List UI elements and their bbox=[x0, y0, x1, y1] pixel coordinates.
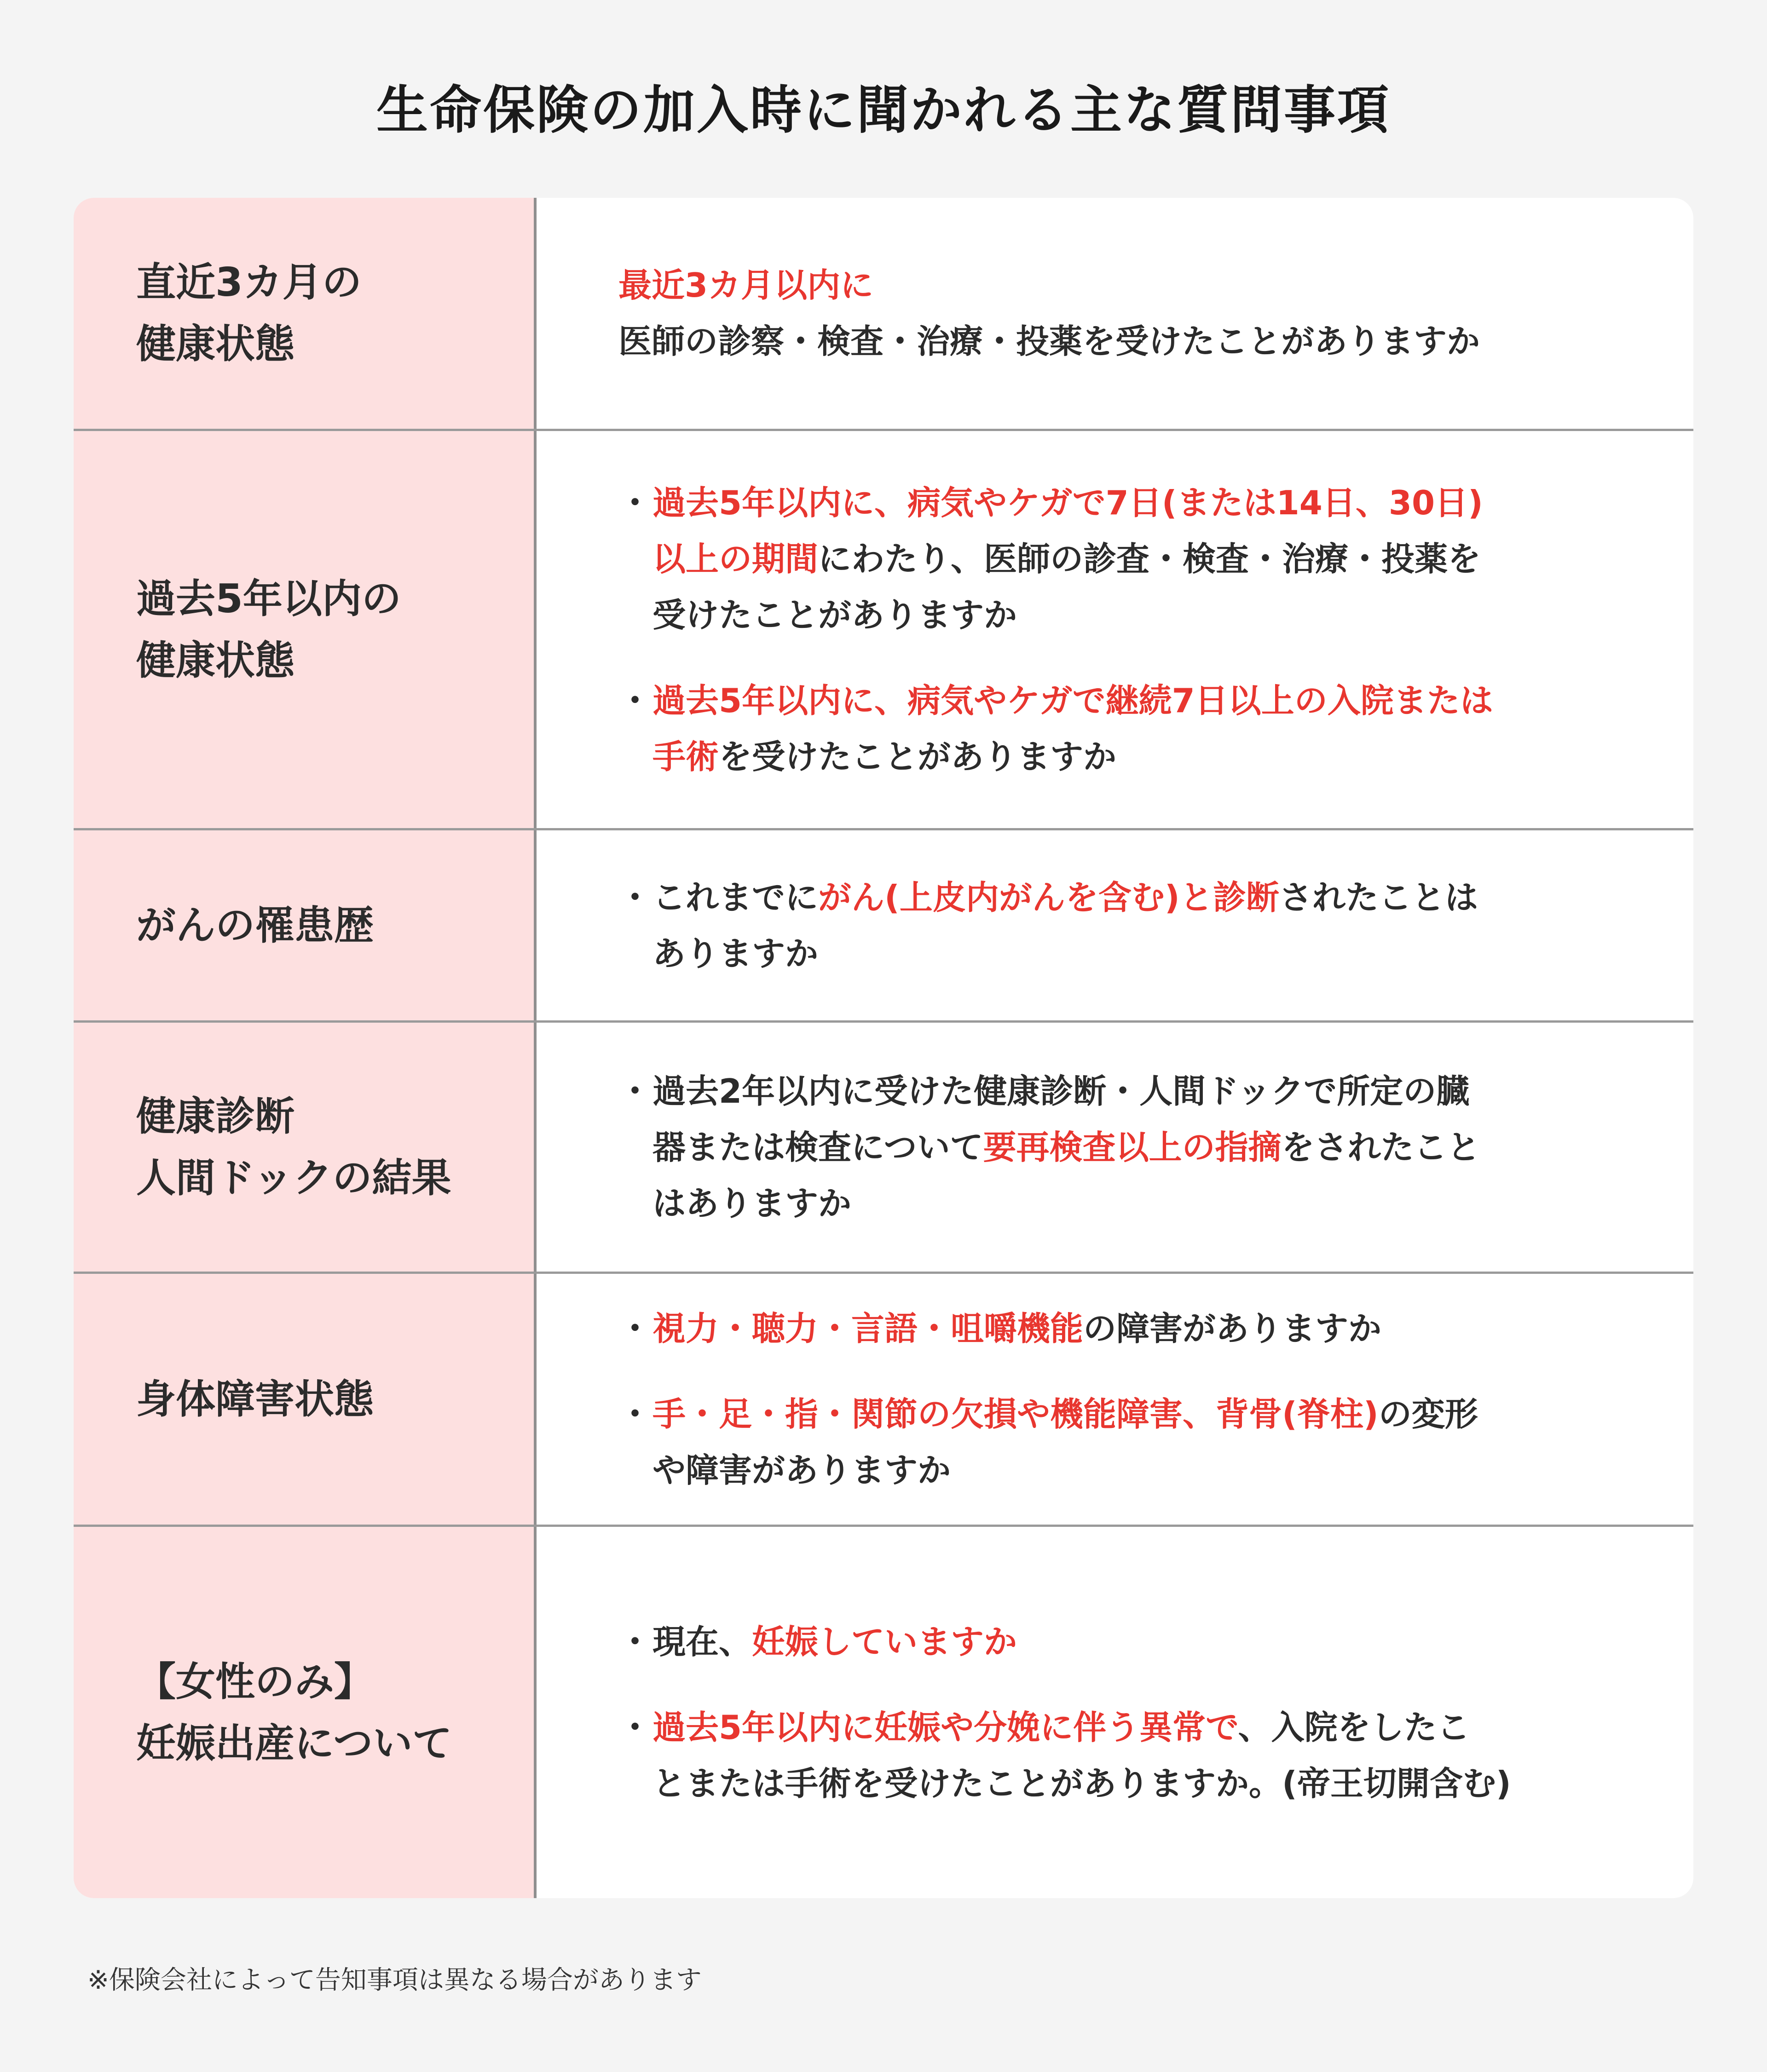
question-item bbox=[618, 257, 1629, 369]
question-text: ありますか bbox=[653, 934, 819, 973]
question-line bbox=[653, 926, 1629, 982]
question-text: や障害がありますか bbox=[653, 1450, 951, 1490]
question-line bbox=[653, 475, 1629, 531]
bullet-marker: ・ bbox=[618, 1309, 652, 1348]
highlight-text: 最近3カ月以内に bbox=[618, 266, 874, 305]
question-text: にわたり、医師の診査・検査・治療・投薬を bbox=[818, 539, 1481, 578]
question-line bbox=[653, 1063, 1629, 1119]
question-item bbox=[618, 1063, 1629, 1232]
category-cell bbox=[74, 431, 537, 828]
question-text: 受けたことがありますか bbox=[653, 595, 1017, 634]
category-label: 【女性のみ】 bbox=[136, 1658, 374, 1705]
bullet-marker: ・ bbox=[618, 1622, 652, 1661]
question-line bbox=[653, 1699, 1629, 1755]
bullet-marker: ・ bbox=[618, 1708, 652, 1747]
question-text: されたことは bbox=[1279, 878, 1478, 917]
highlight-text: 過去5年以内に、病気やケガで継続7日以上の入院または bbox=[653, 681, 1493, 720]
table-row bbox=[74, 1020, 1693, 1272]
category-cell bbox=[74, 1274, 537, 1525]
question-item bbox=[618, 1614, 1629, 1670]
category-label: 健康状態 bbox=[136, 637, 294, 684]
question-text: 過去2年以内に受けた健康診断・人間ドックで所定の臓 bbox=[653, 1071, 1470, 1111]
highlight-text: 手術 bbox=[653, 737, 719, 776]
question-line bbox=[653, 1755, 1629, 1812]
table-row bbox=[74, 429, 1693, 828]
question-cell bbox=[537, 431, 1693, 828]
highlight-text: 過去5年以内に、病気やケガで7日(または14日、30日) bbox=[653, 483, 1483, 522]
question-line bbox=[653, 587, 1629, 643]
table-row bbox=[74, 1525, 1693, 1898]
question-cell bbox=[537, 830, 1693, 1020]
bullet-marker: ・ bbox=[618, 1071, 652, 1111]
bullet-marker: ・ bbox=[618, 1394, 652, 1433]
question-line bbox=[653, 1119, 1629, 1175]
highlight-text: 手・足・指・関節の欠損や機能障害、背骨(脊柱) bbox=[653, 1394, 1379, 1433]
question-line bbox=[653, 1442, 1629, 1498]
question-line bbox=[653, 1175, 1629, 1232]
category-label: 身体障害状態 bbox=[136, 1376, 374, 1422]
category-label: がんの罹患歴 bbox=[136, 902, 374, 949]
highlight-text: 過去5年以内に妊娠や分娩に伴う異常で bbox=[653, 1708, 1238, 1747]
question-item bbox=[618, 1301, 1629, 1357]
category-cell bbox=[74, 1527, 537, 1898]
question-text: をされたこと bbox=[1281, 1128, 1480, 1167]
category-label: 過去5年以内の bbox=[136, 576, 401, 622]
question-line bbox=[653, 1301, 1629, 1357]
question-text: 、入院をしたこ bbox=[1238, 1708, 1470, 1747]
question-text: の障害がありますか bbox=[1083, 1309, 1382, 1348]
table-row bbox=[74, 198, 1693, 429]
highlight-text: 視力・聴力・言語・咀嚼機能 bbox=[653, 1309, 1084, 1348]
category-label: 健康診断 bbox=[136, 1093, 294, 1140]
category-label: 人間ドックの結果 bbox=[136, 1155, 451, 1201]
question-line bbox=[653, 1386, 1629, 1442]
question-line bbox=[618, 313, 1629, 369]
question-item bbox=[618, 869, 1629, 982]
question-item bbox=[618, 1386, 1629, 1498]
highlight-text: がん(上皮内がんを含む)と診断 bbox=[818, 878, 1279, 917]
question-text: とまたは手術を受けたことがありますか。(帝王切開含む) bbox=[653, 1764, 1511, 1803]
question-line bbox=[653, 1614, 1629, 1670]
bullet-marker: ・ bbox=[618, 878, 652, 917]
question-line bbox=[653, 869, 1629, 926]
question-text: の変形 bbox=[1378, 1394, 1478, 1433]
table-row bbox=[74, 1272, 1693, 1525]
question-line bbox=[653, 673, 1629, 729]
page-title: 生命保険の加入時に聞かれる主な質問事項 bbox=[376, 81, 1391, 140]
category-cell bbox=[74, 830, 537, 1020]
question-cell bbox=[537, 1274, 1693, 1525]
question-table bbox=[74, 198, 1693, 1898]
question-line bbox=[653, 729, 1629, 785]
question-text: を受けたことがありますか bbox=[719, 737, 1117, 776]
bullet-marker: ・ bbox=[618, 681, 652, 720]
highlight-text: 要再検査以上の指摘 bbox=[983, 1128, 1282, 1167]
footnote: ※保険会社によって告知事項は異なる場合があります bbox=[87, 1965, 702, 1995]
category-label: 妊娠出産について bbox=[136, 1720, 452, 1767]
question-cell bbox=[537, 198, 1693, 429]
table-row bbox=[74, 828, 1693, 1020]
question-line bbox=[618, 257, 1629, 313]
question-item bbox=[618, 673, 1629, 785]
bullet-marker: ・ bbox=[618, 483, 652, 522]
category-cell bbox=[74, 1023, 537, 1272]
category-label: 直近3カ月の bbox=[136, 259, 362, 305]
question-item bbox=[618, 475, 1629, 643]
question-text: 現在、 bbox=[653, 1622, 752, 1661]
highlight-text: 以上の期間 bbox=[653, 539, 819, 578]
question-text: 医師の診察・検査・治療・投薬を受けたことがありますか bbox=[618, 322, 1480, 361]
question-cell bbox=[537, 1527, 1693, 1898]
question-text: これまでに bbox=[653, 878, 819, 917]
question-text: 器または検査について bbox=[653, 1128, 983, 1167]
highlight-text: 妊娠していますか bbox=[752, 1622, 1017, 1661]
question-cell bbox=[537, 1023, 1693, 1272]
category-label: 健康状態 bbox=[136, 321, 294, 367]
question-item bbox=[618, 1699, 1629, 1812]
category-cell bbox=[74, 198, 537, 429]
question-text: はありますか bbox=[653, 1184, 852, 1223]
question-line bbox=[653, 531, 1629, 587]
